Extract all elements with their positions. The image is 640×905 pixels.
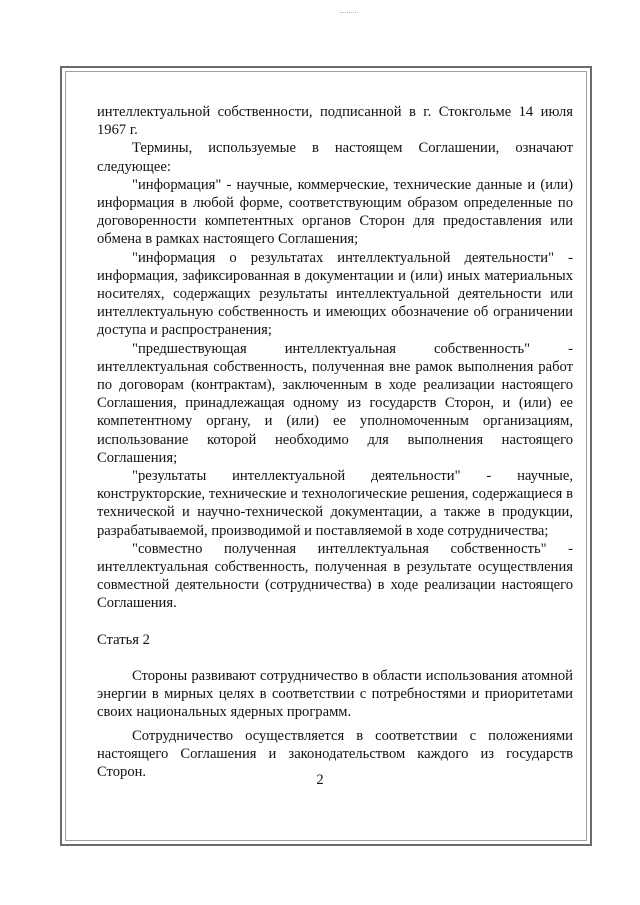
paragraph-definition-joint-ip: "совместно полученная интеллектуальная собственность" - интеллектуальная собственность, полученная в результате осуществления совместной деятельности (сотрудничества) в ходе реализации настоящего Соглашения. <box>97 540 573 612</box>
paragraph-article-2-legislation: Сотрудничество осуществляется в соответствии с положениями настоящего Соглашения и законодательством каждого из государств Сторон. <box>97 727 573 780</box>
scan-artifact <box>340 12 358 16</box>
page-number: 2 <box>316 772 324 788</box>
paragraph-definition-prior-ip: "предшествующая интеллектуальная собственность" - интеллектуальная собственность, полученная вне рамок выполнения работ по договорам (контрактам), заключенным в ходе реализации настоящего Соглашения, принадлежащая одному из государств Сторон, и (или) ее компетентному органу, и (или) ее уполномоченным организациям, использование которой необходимо для выполнения настоящего Соглашения; <box>97 340 573 466</box>
paragraph-definition-ip-information: "информация о результатах интеллектуальной деятельности" - информация, зафиксированная в документации и (или) иных материальных носителях, содержащих результаты интеллектуальной деятельности или интеллектуальную собственность и имеющих обозначение об ограничении доступа и распространения; <box>97 249 573 339</box>
paragraph-article-2-cooperation: Стороны развивают сотрудничество в области использования атомной энергии в мирных целях в соответствии с потребностями и приоритетами своих национальных ядерных программ. <box>97 667 573 721</box>
article-heading: Статья 2 <box>97 631 150 648</box>
paragraph-terms-intro: Термины, используемые в настоящем Соглашении, означают следующее: <box>97 140 573 175</box>
paragraph-definition-information: "информация" - научные, коммерческие, технические данные и (или) информация в любой форме, соответствующим образом определенные по договоренности компетентных органов Сторон для предоставления или обмена в рамках настоящего Соглашения; <box>97 176 573 248</box>
document-body <box>97 103 573 781</box>
paragraph-continuation: интеллектуальной собственности, подписанной в г. Стокгольме 14 июля 1967 г. <box>97 104 573 139</box>
paragraph-definition-ip-results: "результаты интеллектуальной деятельности" - научные, конструкторские, технические и технологические решения, содержащиеся в технической и научно-технической документации, а также в продукции, разрабатываемой, производимой и поставляемой в ходе сотрудничества; <box>97 468 573 539</box>
